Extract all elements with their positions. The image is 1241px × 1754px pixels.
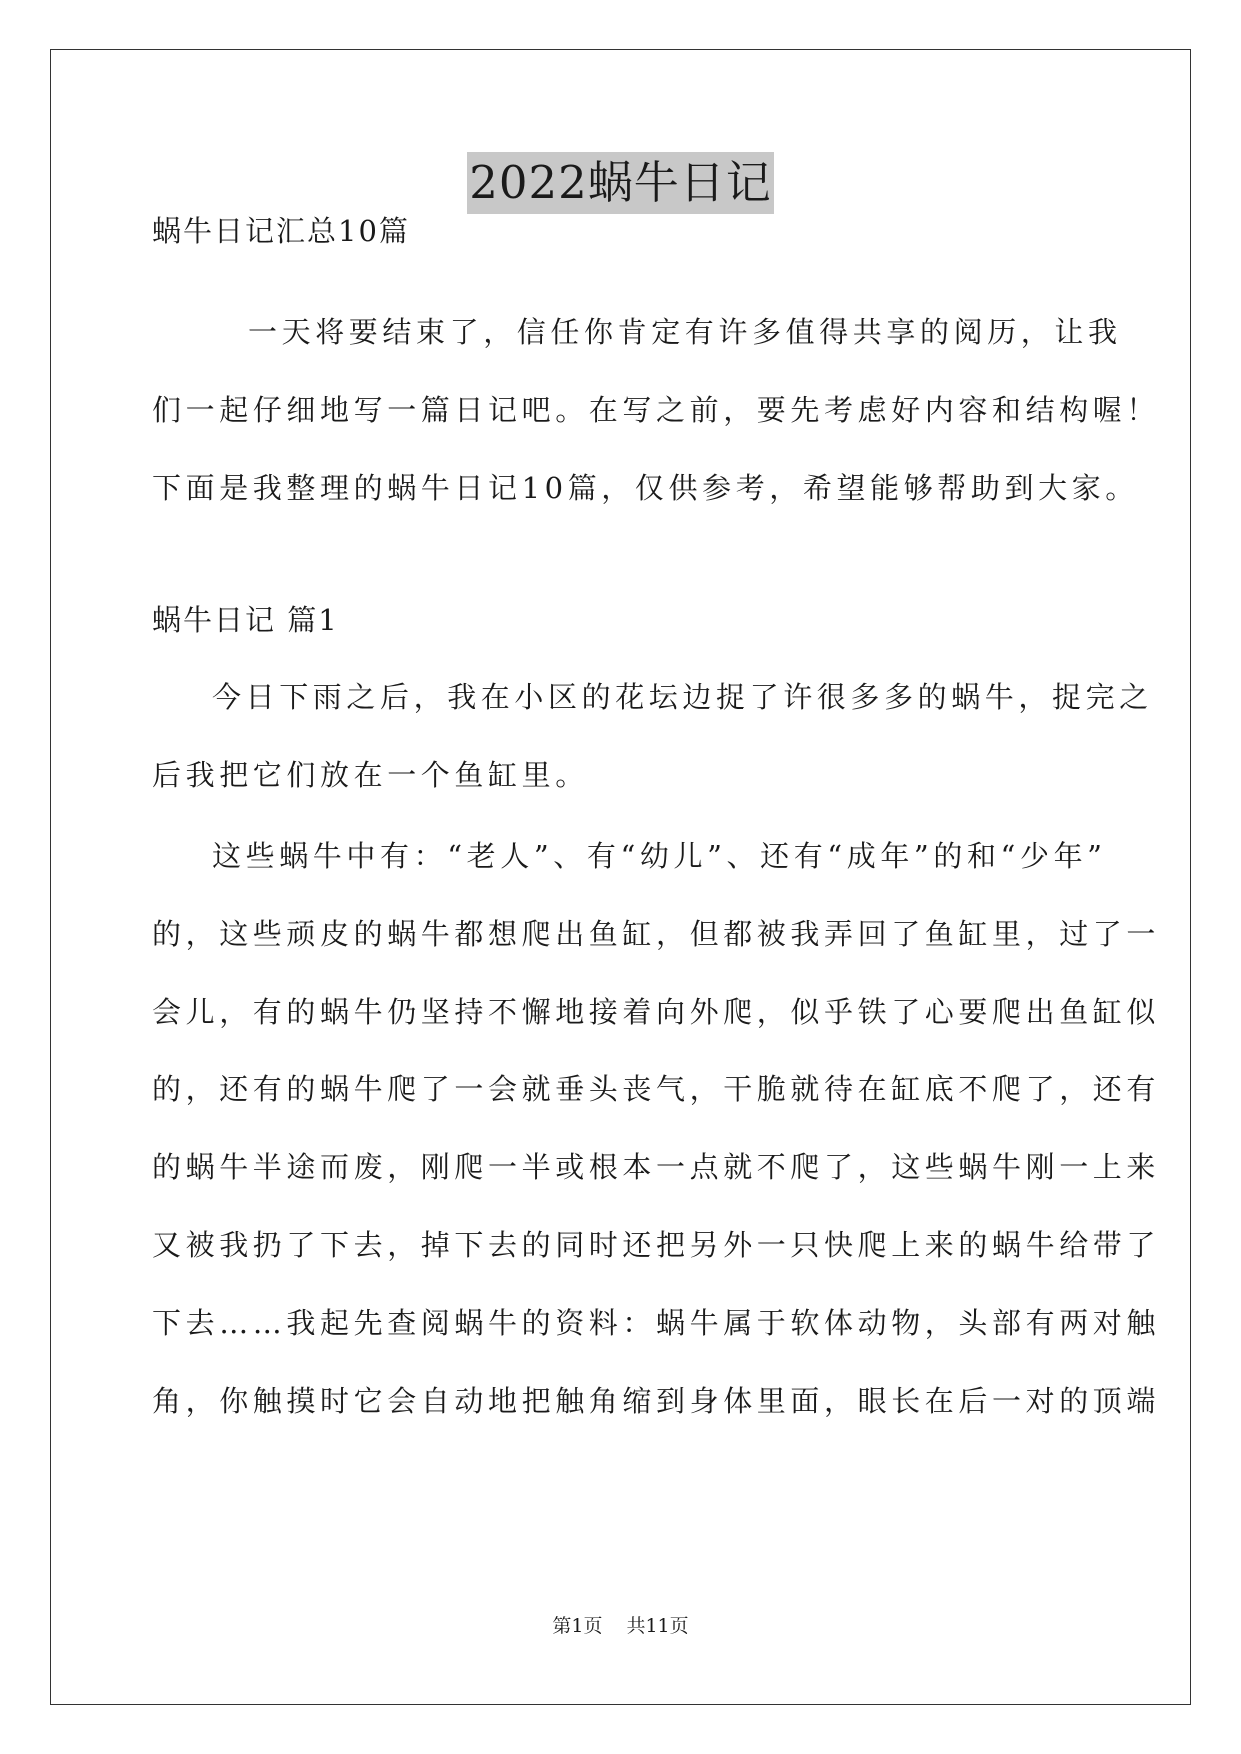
- page-footer: [0, 1612, 1241, 1640]
- para2-line-3: 会儿，有的蜗牛仍坚持不懈地接着向外爬，似乎铁了心要爬出鱼缸似: [152, 995, 1161, 1029]
- section-heading: 蜗牛日记 篇1: [152, 603, 339, 637]
- para1-line-1: 今日下雨之后，我在小区的花坛边捉了许很多多的蜗牛，捉完之: [212, 680, 1153, 714]
- intro-line-3: 下面是我整理的蜗牛日记10篇，仅供参考，希望能够帮助到大家。: [152, 471, 1139, 505]
- document-subtitle: 蜗牛日记汇总10篇: [152, 214, 410, 248]
- para2-line-5: 的蜗牛半途而废，刚爬一半或根本一点就不爬了，这些蜗牛刚一上来: [152, 1150, 1161, 1184]
- para2-line-4: 的，还有的蜗牛爬了一会就垂头丧气，干脆就待在缸底不爬了，还有: [152, 1072, 1161, 1106]
- title-container: [0, 152, 1241, 214]
- page-number-current: 第1页: [552, 1615, 603, 1637]
- para2-line-7: 下去……我起先查阅蜗牛的资料：蜗牛属于软体动物，头部有两对触: [152, 1306, 1161, 1340]
- document-title: 2022蜗牛日记: [467, 152, 774, 214]
- intro-line-2: 们一起仔细地写一篇日记吧。在写之前，要先考虑好内容和结构喔！: [152, 393, 1161, 427]
- para2-line-6: 又被我扔了下去，掉下去的同时还把另外一只快爬上来的蜗牛给带了: [152, 1228, 1161, 1262]
- para1-line-2: 后我把它们放在一个鱼缸里。: [152, 758, 589, 792]
- para2-line-8: 角，你触摸时它会自动地把触角缩到身体里面，眼长在后一对的顶端: [152, 1384, 1161, 1418]
- intro-line-1: 一天将要结束了，信任你肯定有许多值得共享的阅历，让我: [248, 315, 1122, 349]
- page-number-total: 共11页: [626, 1615, 689, 1637]
- para2-line-2: 的，这些顽皮的蜗牛都想爬出鱼缸，但都被我弄回了鱼缸里，过了一: [152, 917, 1161, 951]
- page-border: [50, 49, 1191, 1705]
- para2-line-1: 这些蜗牛中有：“老人”、有“幼儿”、还有“成年”的和“少年”: [212, 839, 1107, 873]
